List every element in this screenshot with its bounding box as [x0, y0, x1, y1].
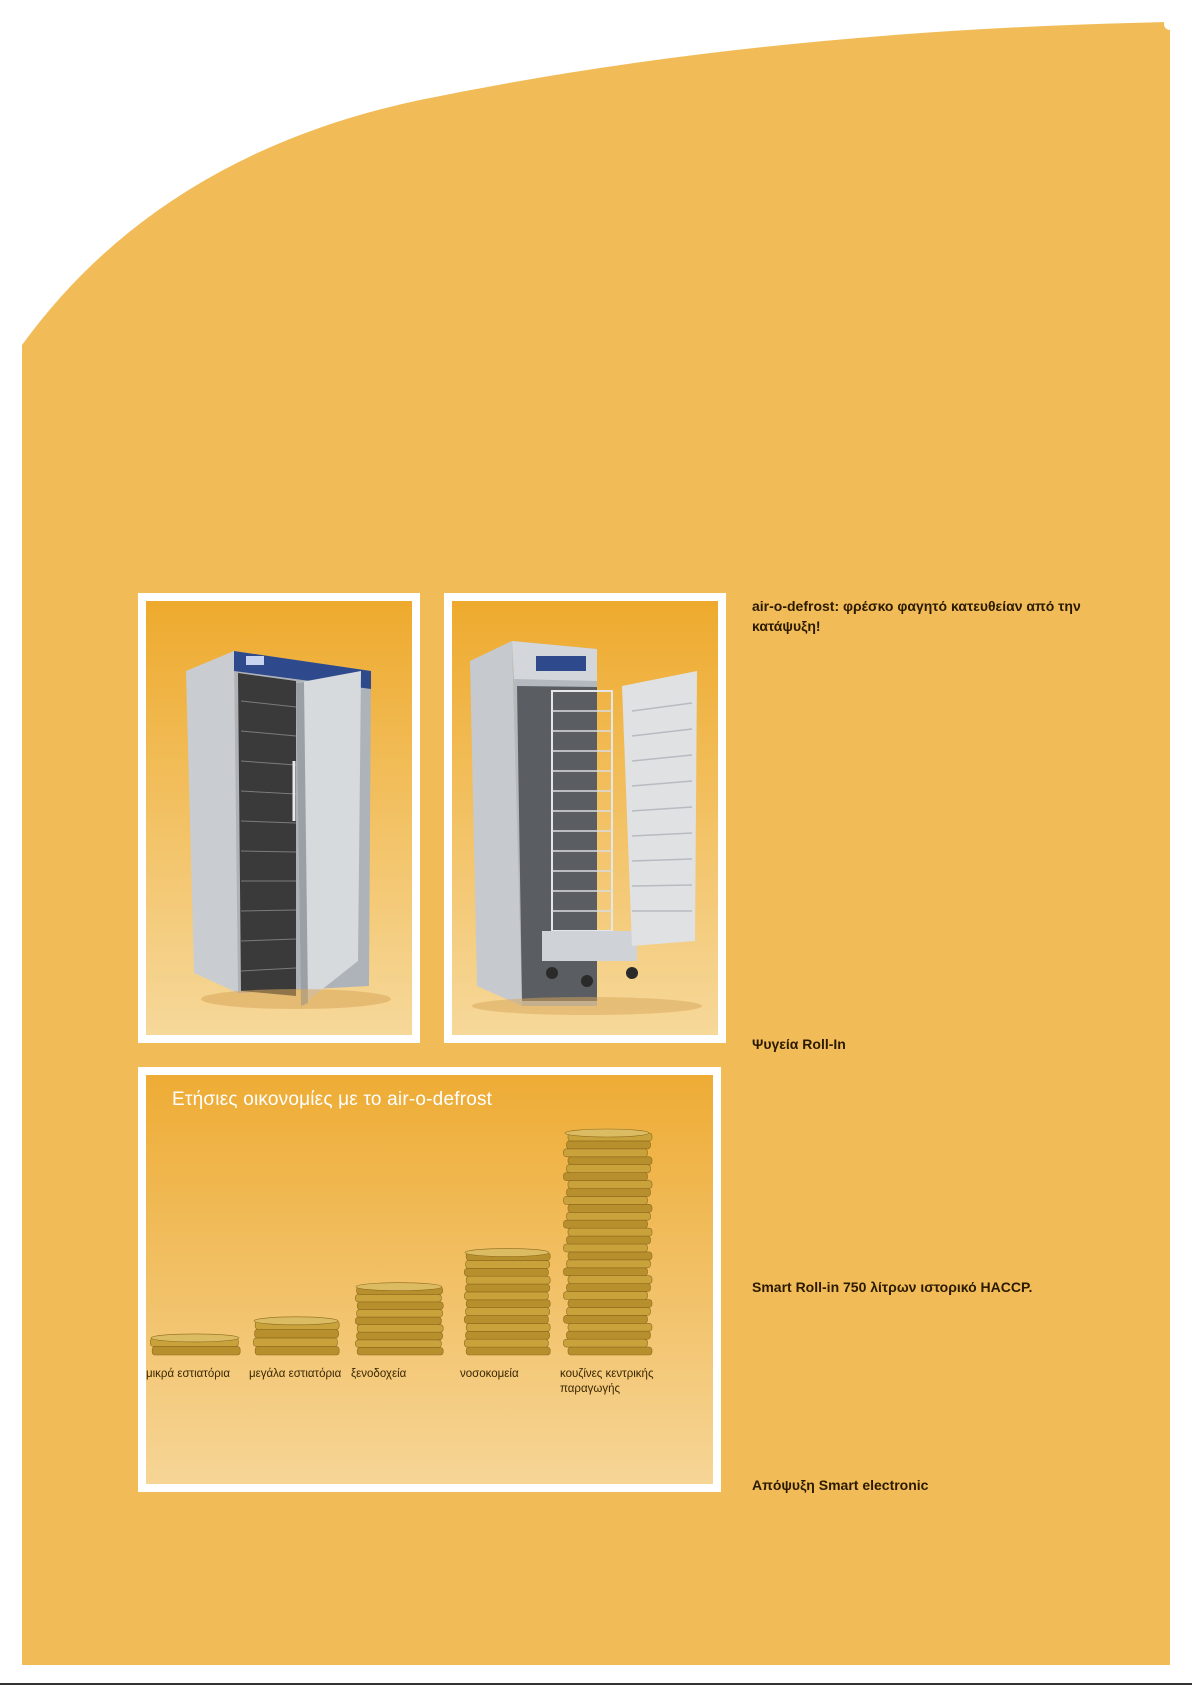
coin	[568, 1276, 652, 1284]
caption-defrost: air-o-defrost: φρέσκο φαγητό κατευθείαν από την κατάψυξη!	[752, 598, 1081, 634]
coin	[464, 1316, 548, 1324]
coin	[466, 1260, 550, 1268]
coin-stack-bar	[464, 1249, 550, 1355]
coin	[466, 1276, 550, 1284]
coin	[568, 1157, 652, 1165]
savings-chart	[146, 1075, 713, 1484]
coin	[567, 1212, 651, 1220]
photo-defrost-cabinet	[138, 593, 420, 1043]
coin	[152, 1346, 240, 1355]
chart-title: Ετήσιες οικονομίες με το air-o-defrost	[172, 1089, 493, 1110]
coin	[355, 1317, 441, 1325]
coin-stack-top	[465, 1249, 549, 1257]
coin	[567, 1284, 651, 1292]
rollin-fridge-image	[452, 601, 718, 1035]
coin	[567, 1307, 651, 1315]
coin-stack-bar	[253, 1317, 339, 1355]
coin-stack-top	[254, 1317, 338, 1325]
coin	[464, 1339, 548, 1347]
caption-smart-defrost: Απόψυξη Smart electronic	[752, 1477, 929, 1493]
coin	[564, 1292, 648, 1300]
coin	[567, 1141, 651, 1149]
coin	[255, 1329, 339, 1338]
coin	[564, 1149, 648, 1157]
category-label: ξενοδοχεία	[351, 1368, 407, 1380]
coin	[564, 1173, 648, 1181]
coin	[567, 1165, 651, 1173]
coin	[568, 1323, 652, 1331]
coin-stack-bar	[150, 1334, 240, 1355]
coin-stack-bar	[355, 1283, 443, 1355]
coin	[357, 1309, 443, 1317]
coin	[564, 1196, 648, 1204]
coin	[567, 1331, 651, 1339]
coin	[568, 1347, 652, 1355]
coin-stack-top	[356, 1283, 442, 1291]
caption-smart-rollin: Smart Roll-in 750 λίτρων ιστορικό HACCP.	[752, 1279, 1033, 1295]
coin	[466, 1308, 550, 1316]
coin	[357, 1325, 443, 1333]
coin	[357, 1302, 443, 1310]
coin	[466, 1323, 550, 1331]
coin	[357, 1332, 443, 1340]
coin	[564, 1268, 648, 1276]
coin	[357, 1347, 443, 1355]
coin	[255, 1346, 339, 1355]
coin	[466, 1284, 550, 1292]
coin	[355, 1294, 441, 1302]
coin	[568, 1252, 652, 1260]
category-label: νοσοκομεία	[460, 1368, 519, 1380]
coin-stack-bar	[564, 1129, 653, 1355]
coin-stack-top	[151, 1334, 239, 1342]
coin	[568, 1204, 652, 1212]
defrost-cabinet-image	[146, 601, 412, 1035]
coin	[466, 1347, 550, 1355]
coin	[253, 1338, 337, 1347]
coin	[568, 1300, 652, 1308]
coin	[564, 1339, 648, 1347]
coin	[464, 1268, 548, 1276]
coin	[466, 1331, 550, 1339]
coin	[564, 1315, 648, 1323]
coin	[564, 1220, 648, 1228]
savings-chart-frame	[138, 1067, 721, 1492]
caption-rollin: Ψυγεία Roll-In	[752, 1036, 846, 1052]
coin	[567, 1260, 651, 1268]
category-label: μεγάλα εστιατόρια	[249, 1368, 342, 1380]
coin	[568, 1181, 652, 1189]
category-label: μικρά εστιατόρια	[146, 1368, 230, 1380]
coin	[568, 1228, 652, 1236]
coin-stack-top	[565, 1129, 649, 1137]
chart-plot	[146, 1075, 713, 1484]
photo-rollin-fridge	[444, 593, 726, 1043]
coin	[564, 1244, 648, 1252]
coin	[567, 1189, 651, 1197]
category-label: κουζίνες κεντρικής παραγωγής	[560, 1368, 654, 1395]
coin	[567, 1236, 651, 1244]
coin	[355, 1340, 441, 1348]
coin	[466, 1300, 550, 1308]
coin	[464, 1292, 548, 1300]
